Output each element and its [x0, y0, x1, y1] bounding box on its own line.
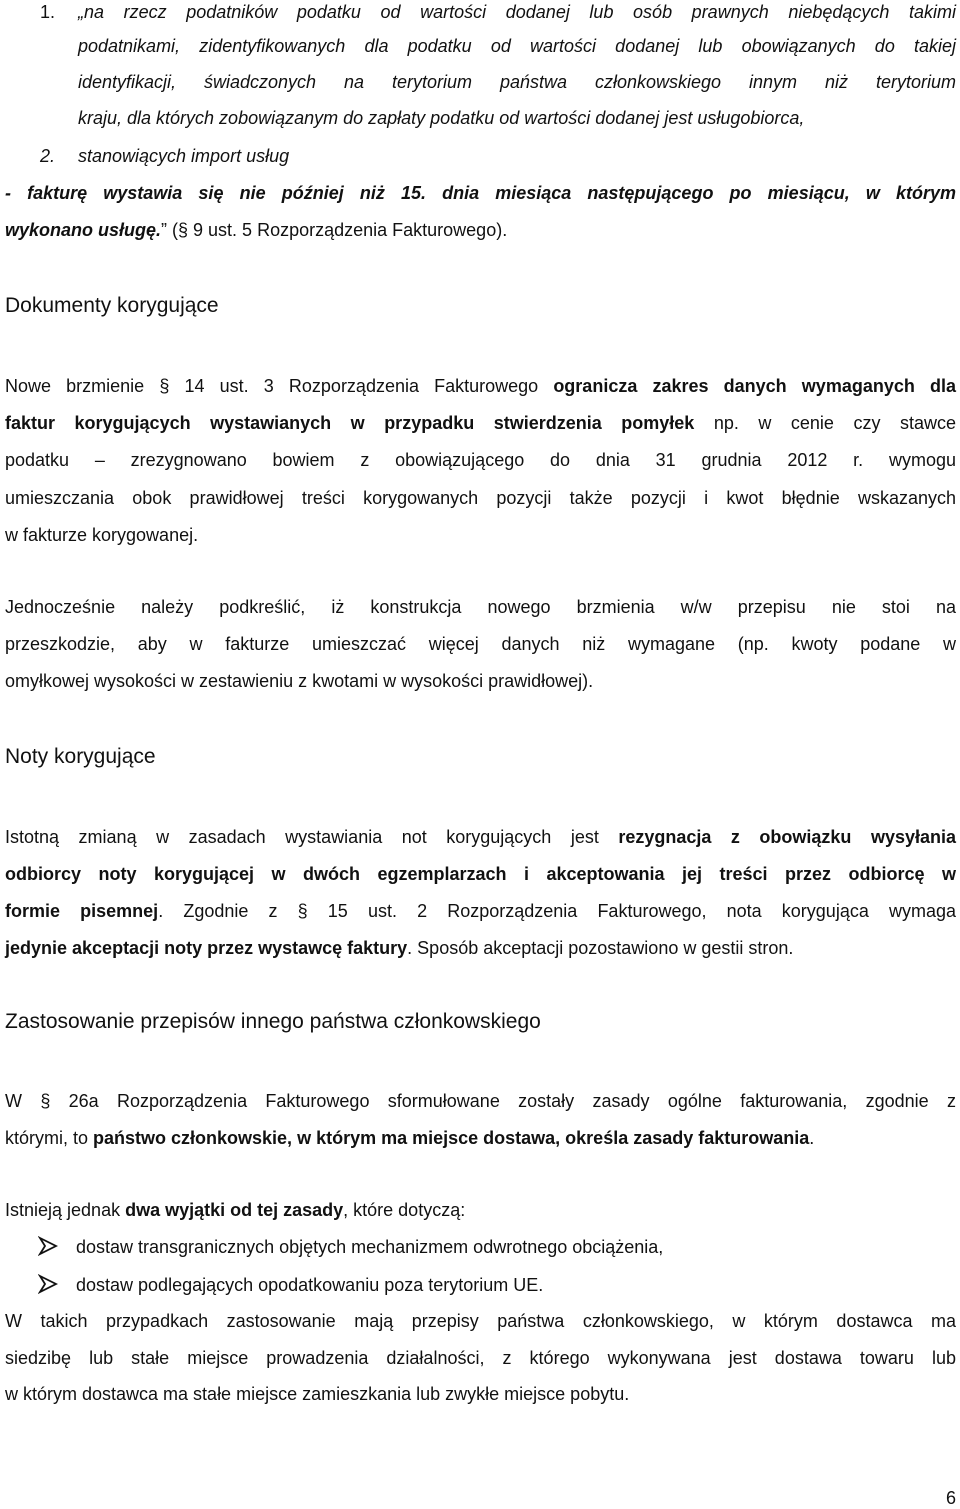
paragraph-line: W takich przypadkach zastosowanie mają przepisy państwa członkowskiego, w którym dostawca ma [5, 1311, 956, 1331]
bold-text: państwo członkowskie, w którym ma miejsce dostawa, określa zasady fakturowania [93, 1128, 810, 1148]
list-item-text-line: podatnikami, zidentyfikowanych dla podatku od wartości dodanej lub obowiązanych do takiej [78, 36, 956, 56]
citation-text: ” (§ 9 ust. 5 Rozporządzenia Fakturowego). [161, 220, 508, 240]
plain-text: . Sposób akceptacji pozostawiono w gestii stron. [407, 938, 794, 958]
list-item-text-line: „na rzecz podatników podatku od wartości dodanej lub osób prawnych niebędących takimi [78, 2, 956, 22]
list-number: 2. [40, 146, 56, 166]
bullet-text: dostaw transgranicznych objętych mechanizmem odwrotnego obciążenia, [76, 1237, 664, 1257]
bold-text: dwa wyjątki od tej zasady [125, 1200, 344, 1220]
paragraph-line: w fakturze korygowanej. [5, 525, 199, 545]
section-heading-correcting-notes: Noty korygujące [5, 745, 156, 768]
paragraph-line: umieszczania obok prawidłowej treści korygowanych pozycji także pozycji i kwot błędnie wskazanych [5, 488, 956, 508]
plain-text: . Zgodnie z § 15 ust. 2 Rozporządzenia Fakturowego, nota korygująca wymaga [158, 901, 957, 921]
paragraph-line [5, 936, 956, 960]
bold-text: formie pisemnej [5, 901, 159, 921]
section-heading-other-member-state: Zastosowanie przepisów innego państwa członkowskiego [5, 1010, 541, 1033]
bullet-item [38, 1235, 956, 1259]
plain-text: . [809, 1128, 815, 1148]
plain-text: Nowe brzmienie § 14 ust. 3 Rozporządzenia Fakturowego [5, 376, 554, 396]
section-heading-correcting-documents: Dokumenty korygujące [5, 294, 219, 317]
paragraph-line [5, 1198, 956, 1222]
arrow-bullet-icon [38, 1274, 58, 1294]
paragraph-line: w którym dostawca ma stałe miejsce zamieszkania lub zwykłe miejsce pobytu. [5, 1384, 630, 1404]
plain-text: Istotną zmianą w zasadach wystawiania not korygujących jest [5, 827, 619, 847]
page-number: 6 [945, 1488, 956, 1508]
paragraph-line [5, 825, 956, 849]
paragraph-line: odbiorcy noty korygującej w dwóch egzemplarzach i akceptowania jej treści przez odbiorcę w [5, 864, 956, 884]
list-item-text-line: identyfikacji, świadczonych na terytorium państwa członkowskiego innym niż terytorium [78, 72, 956, 92]
paragraph-line [5, 411, 956, 435]
paragraph-line: omyłkowej wysokości w zestawieniu z kwotami w wysokości prawidłowej). [5, 671, 594, 691]
invoice-deadline-rule: - fakturę wystawia się nie później niż 15. dnia miesiąca następującego po miesiącu, w którym [5, 183, 956, 203]
bold-text: ogranicza zakres danych wymaganych dla [553, 376, 956, 396]
paragraph-line [5, 374, 956, 398]
bold-text: faktur korygujących wystawianych w przypadku stwierdzenia pomyłek [5, 413, 695, 433]
list-item-text-line: kraju, dla których zobowiązanym do zapłaty podatku od wartości dodanej jest usługobiorca, [78, 108, 805, 128]
arrow-bullet-icon [38, 1236, 58, 1256]
paragraph-line: W § 26a Rozporządzenia Fakturowego sformułowane zostały zasady ogólne fakturowania, zgodnie z [5, 1091, 956, 1111]
paragraph-line [5, 1126, 956, 1150]
bullet-item [38, 1273, 956, 1297]
emphasis-text: wykonano usługę. [5, 220, 162, 240]
paragraph-line [5, 899, 956, 923]
paragraph-line: podatku – zrezygnowano bowiem z obowiązującego do dnia 31 grudnia 2012 r. wymogu [5, 450, 956, 470]
plain-text: Istnieją jednak [5, 1200, 126, 1220]
list-item-text-line: stanowiących import usług [78, 146, 290, 166]
paragraph-line: siedzibę lub stałe miejsce prowadzenia działalności, z którego wykonywana jest dostawa towaru lub [5, 1348, 956, 1368]
bold-text: rezygnacja z obowiązku wysyłania [618, 827, 956, 847]
list-number: 1. [40, 2, 56, 22]
plain-text: którymi, to [5, 1128, 94, 1148]
bullet-text: dostaw podlegających opodatkowaniu poza terytorium UE. [76, 1275, 544, 1295]
invoice-deadline-rule-end [5, 218, 956, 242]
plain-text: , które dotyczą: [343, 1200, 466, 1220]
bold-text: jedynie akceptacji noty przez wystawcę faktury [5, 938, 408, 958]
paragraph-line: Jednocześnie należy podkreślić, iż konstrukcja nowego brzmienia w/w przepisu nie stoi na [5, 597, 956, 617]
plain-text: np. w cenie czy stawce [694, 413, 956, 433]
paragraph-line: przeszkodzie, aby w fakturze umieszczać więcej danych niż wymagane (np. kwoty podane w [5, 634, 956, 654]
